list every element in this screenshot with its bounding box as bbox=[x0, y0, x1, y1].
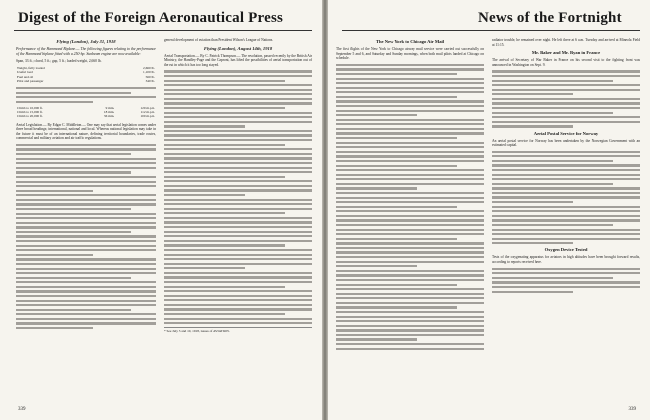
weight-table bbox=[16, 66, 156, 83]
left-title-rule bbox=[14, 30, 312, 31]
intro-row: Span, 33 ft.; chord, 5 ft.; gap, 5 ft.; loaded weight, 2,660 lb. bbox=[16, 58, 102, 63]
article-body: An aerial postal service for Norway has been undertaken by the Norwegian Government with an estimated capital. bbox=[492, 138, 640, 148]
table-cell: 1,100 lb. bbox=[143, 70, 155, 75]
article-body: Aerial Legislation.— By Edgar C. Middleton.— One may say that aerial legislation comes under three broad headings; international, national and local. Whereas national legislation may take in the future it must be of an international nature, defining territorial boundaries, trade routes, commercial and military aviation and air traffic regulations. bbox=[16, 122, 156, 141]
climb-table bbox=[16, 106, 156, 119]
left-page-title: Digest of the Foreign Aeronautical Press bbox=[18, 10, 284, 26]
table-cell: Climb to 10,000 ft. bbox=[17, 105, 43, 110]
table-cell: Pilot and passenger bbox=[17, 78, 44, 83]
table-cell: Climb to 15,000 ft. bbox=[17, 110, 43, 115]
left-column-2 bbox=[164, 38, 312, 398]
article-body: The arrival of Secretary of War Baker in France on his second visit to the fighting front was announced in Washington on Sept. 9. bbox=[492, 58, 640, 67]
article-heading: The New York to Chicago Air Mail bbox=[375, 39, 445, 44]
text-lines bbox=[16, 144, 156, 329]
table-row bbox=[16, 79, 156, 83]
article-body: Tests of the oxygenating apparatus for aviators in high altitudes have been brought forward results, according to reports received here. bbox=[492, 255, 640, 265]
table-cell: 9 min. bbox=[105, 105, 115, 110]
right-page-title: News of the Fortnight bbox=[478, 10, 622, 26]
page-number: 339 bbox=[628, 407, 636, 412]
text-lines bbox=[492, 268, 640, 293]
article-heading: Mr. Baker and Mr. Ryan in France bbox=[531, 50, 601, 56]
table-cell: 2,660 lb. bbox=[143, 66, 155, 71]
table-cell: Climb to 20,000 ft. bbox=[17, 114, 43, 119]
table-cell: 36 min. bbox=[103, 114, 115, 119]
table-cell: Fuel and oil bbox=[17, 74, 34, 79]
article-body: Aerial Transportation.— By C. Patrick Thompson.— The resolution, passed recently by the British Air Ministry, the Handley-Page and the Caproni, has lifted the possibilities of aerial transportation out of the rut in which it has too long stayed. bbox=[164, 53, 312, 67]
article-heading: Flying (London), July 31, 1918 bbox=[56, 39, 116, 44]
article-heading: Aerial Postal Service for Norway bbox=[533, 130, 599, 136]
table-cell: Useful load bbox=[17, 70, 33, 75]
left-column-1 bbox=[16, 38, 156, 398]
article-heading: Flying (London), August 14th, 1918 bbox=[203, 45, 273, 51]
text-lines bbox=[492, 70, 640, 127]
right-column-1 bbox=[336, 38, 484, 398]
text-lines bbox=[164, 70, 312, 324]
table-cell: 112 m.p.h. bbox=[140, 110, 155, 115]
table-cell: Weight, fully loaded bbox=[17, 66, 45, 71]
table-cell: 560 lb. bbox=[145, 74, 155, 79]
right-page bbox=[328, 0, 650, 420]
right-title-rule bbox=[342, 30, 640, 31]
left-page bbox=[0, 0, 322, 420]
table-row bbox=[16, 114, 156, 118]
table-cell: 18 min. bbox=[103, 110, 115, 115]
page-number: 339 bbox=[18, 407, 26, 412]
article-lead: Performance of the Hammond Biplane.— The following figures relating to the performance of the Hammond biplane fitted with a 250-hp. Sunbeam engine are now available: bbox=[16, 47, 156, 56]
text-lines bbox=[492, 151, 640, 245]
footnote: * See July 3 and 10, 1918, issues of AVIATION. bbox=[164, 327, 312, 333]
table-cell: 340 lb. bbox=[145, 78, 155, 83]
article-body: The first flights of the New York to Chicago airway mail service were carried out successfully on September 5 and 6, and Saturday and Sunday mornings, when both mail pilots landed at Chicago on schedule. bbox=[336, 47, 484, 61]
table-cell: 120 m.p.h. bbox=[140, 105, 155, 110]
article-heading: Oxygen Device Tested bbox=[544, 247, 588, 253]
table-cell: 100 m.p.h. bbox=[140, 114, 155, 119]
text-lines bbox=[336, 64, 484, 350]
text-lines bbox=[16, 87, 156, 103]
article-body: general development of aviation than President Wilson's League of Nations. bbox=[164, 38, 274, 42]
article-body: radiator trouble, he remained over night. He left there at 6 a.m. Tuesday and arrived at Mineola Field at 11:15. bbox=[492, 38, 640, 47]
right-column-2 bbox=[492, 38, 640, 398]
